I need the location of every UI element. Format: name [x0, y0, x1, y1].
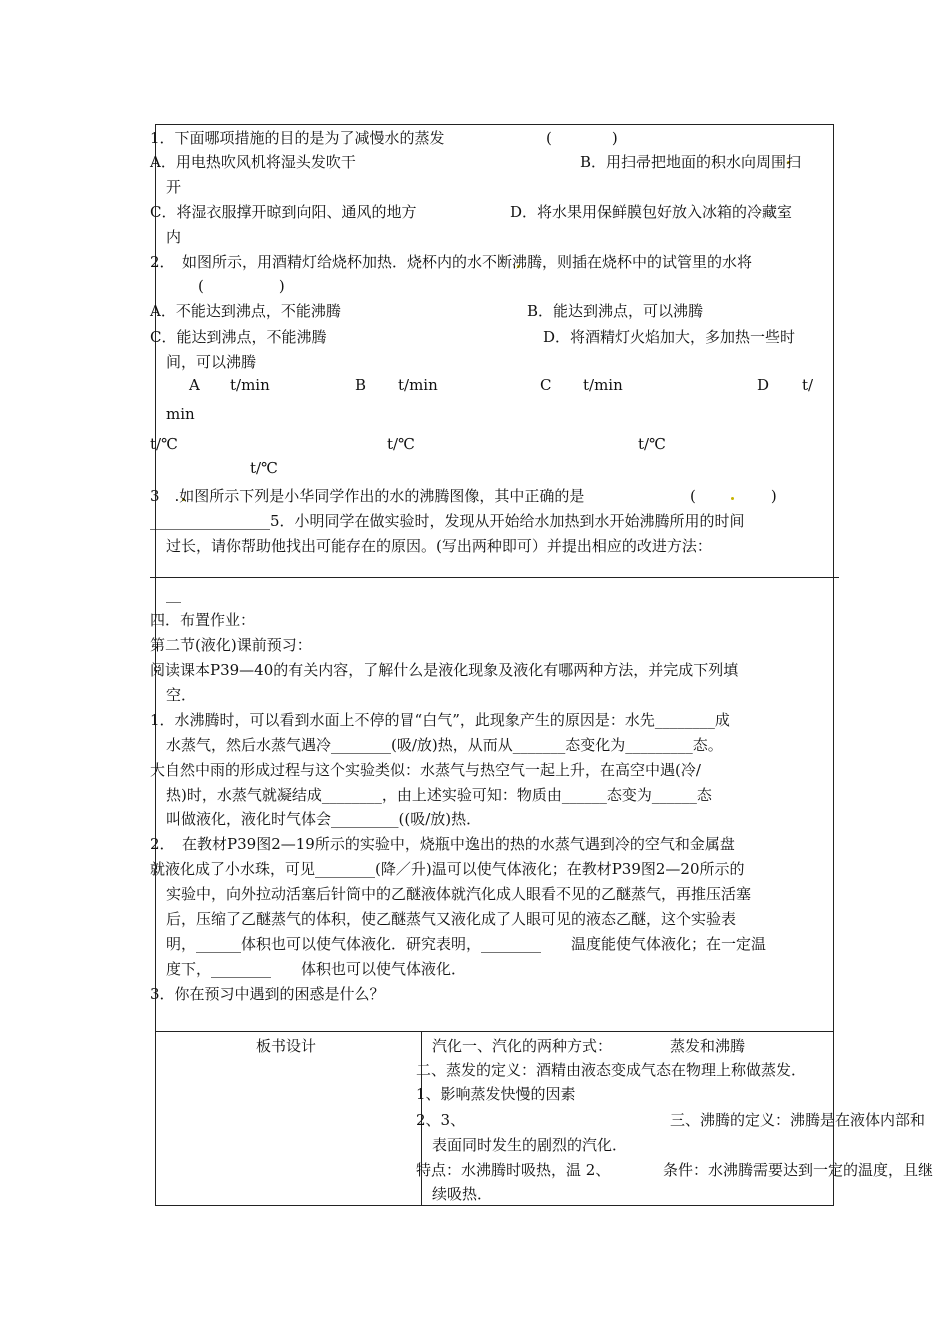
graph-d-time-axis: t/ — [802, 376, 814, 394]
graph-temp-axis-1: t/℃ — [150, 435, 178, 453]
board-line-4a: 2、3、 — [416, 1111, 466, 1129]
homework-p3: 3．你在预习中遇到的困惑是什么？ — [150, 985, 385, 1003]
graph-temp-axis-4: t/℃ — [250, 459, 278, 477]
graph-temp-axis-2: t/℃ — [387, 435, 415, 453]
table-right-border — [833, 124, 834, 1206]
q3-stem: 3 .如图所示下列是小华同学作出的水的沸腾图像，其中正确的是 — [150, 487, 585, 505]
board-design-label: 板书设计 — [256, 1037, 317, 1055]
homework-p1-line-4: 热)时，水蒸气就凝结成________，由上述实验可知：物质由______态变为______态 — [166, 786, 712, 804]
q5-line-2: 过长，请你帮助他找出可能存在的原因。(写出两种即可）并提出相应的改进方法： — [166, 537, 712, 555]
homework-p2-line-2: 就液化成了小水珠，可见________(降／升)温可以使气体液化；在教材P39图2—20所示的 — [150, 860, 745, 878]
board-row-top-border — [155, 1031, 834, 1032]
q2-option-d-cont: 间，可以沸腾 — [166, 353, 257, 371]
graph-label-c: C — [540, 376, 552, 394]
q1-answer-paren: ( ) — [546, 129, 618, 147]
homework-heading: 四．布置作业： — [150, 611, 256, 629]
table-top-border — [155, 124, 834, 125]
homework-p2-line-5: 明，______体积也可以使气体液化．研究表明，________ 温度能使气体液化；在一定温 — [166, 935, 767, 953]
board-line-7: 续吸热． — [432, 1185, 493, 1203]
graph-b-time-axis: t/min — [398, 376, 438, 394]
board-line-6b: 条件：水沸腾需要达到一定的温度，且继 — [663, 1161, 934, 1179]
board-line-2: 二、蒸发的定义：酒精由液态变成气态在物理上称做蒸发． — [416, 1061, 807, 1079]
section-divider — [150, 577, 839, 578]
q1-option-b-cont: 开 — [166, 178, 182, 196]
homework-p2-line-3: 实验中，向外拉动活塞后针筒中的乙醚液体就汽化成人眼看不见的乙醚蒸气，再推压活塞 — [166, 885, 752, 903]
homework-p1-line-5: 叫做液化，液化时气体会_________((吸/放)热． — [166, 810, 482, 828]
graph-temp-axis-3: t/℃ — [638, 435, 666, 453]
graph-label-b: B — [355, 376, 367, 394]
q5-answer-dash: __ — [166, 585, 181, 603]
board-line-5: 表面同时发生的剧烈的汽化． — [432, 1136, 628, 1154]
board-line-3: 1、影响蒸发快慢的因素 — [416, 1085, 576, 1103]
homework-p1-line-3: 大自然中雨的形成过程与这个实验类似：水蒸气与热空气一起上升，在高空中遇(冷/ — [150, 761, 701, 779]
homework-intro-1: 阅读课本P39—40的有关内容，了解什么是液化现象及液化有哪两种方法，并完成下列填 — [150, 661, 739, 679]
homework-p2-line-1: 2． 在教材P39图2—19所示的实验中，烧瓶中逸出的热的水蒸气遇到冷的空气和金属盘 — [150, 835, 735, 853]
q2-answer-paren: ( ) — [198, 277, 285, 295]
table-bottom-border — [155, 1205, 834, 1206]
q1-stem: 1．下面哪项措施的目的是为了减慢水的蒸发 — [150, 129, 445, 147]
q2-option-c: C．能达到沸点，不能沸腾 — [150, 328, 327, 346]
graph-d-time-axis-cont: min — [166, 405, 195, 423]
homework-p2-line-4: 后，压缩了乙醚蒸气的体积，使乙醚蒸气又液化成了人眼可见的液态乙醚，这个实验表 — [166, 910, 737, 928]
graph-c-time-axis: t/min — [583, 376, 623, 394]
q5-line-1: ________________5．小明同学在做实验时，发现从开始给水加热到水开始沸腾所用的时间 — [150, 512, 745, 530]
graph-label-a: A — [189, 376, 200, 394]
graph-a-time-axis: t/min — [230, 376, 270, 394]
q2-stem: 2． 如图所示，用酒精灯给烧杯加热．烧杯内的水不断沸腾，则插在烧杯中的试管里的水将 — [150, 253, 753, 271]
q2-option-b: B．能达到沸点，可以沸腾 — [527, 302, 704, 320]
q1-option-d: D．将水果用保鲜膜包好放入冰箱的冷藏室 — [510, 203, 793, 221]
board-line-1a: 汽化一、汽化的两种方式： — [432, 1037, 613, 1055]
homework-p1-line-2: 水蒸气，然后水蒸气遇冷________(吸/放)热，从而从_______态变化为_________态。 — [166, 736, 723, 754]
homework-p2-line-6: 度下，________ 体积也可以使气体液化． — [166, 960, 467, 978]
q1-option-a: A．用电热吹风机将湿头发吹干 — [150, 153, 356, 171]
homework-section-title: 第二节(液化)课前预习： — [150, 636, 312, 654]
q1-option-d-cont: 内 — [166, 228, 182, 246]
q2-option-d: D．将酒精灯火焰加大，多加热一些时 — [543, 328, 796, 346]
q2-option-a: A．不能达到沸点，不能沸腾 — [150, 302, 341, 320]
graph-label-d: D — [757, 376, 770, 394]
q3-answer-paren: ( ) — [690, 487, 777, 505]
q1-option-b: B．用扫帚把地面的积水向周围扫 — [580, 153, 802, 171]
homework-p1-line-1: 1．水沸腾时，可以看到水面上不停的冒“白气”，此现象产生的原因是：水先________成 — [150, 711, 730, 729]
q1-option-c: C．将湿衣服撑开晾到向阳、通风的地方 — [150, 203, 417, 221]
board-line-6a: 特点：水沸腾时吸热，温 2、 — [416, 1161, 611, 1179]
homework-intro-2: 空． — [166, 686, 197, 704]
board-line-4b: 三、沸腾的定义：沸腾是在液体内部和 — [670, 1111, 926, 1129]
board-line-1b: 蒸发和沸腾 — [670, 1037, 746, 1055]
